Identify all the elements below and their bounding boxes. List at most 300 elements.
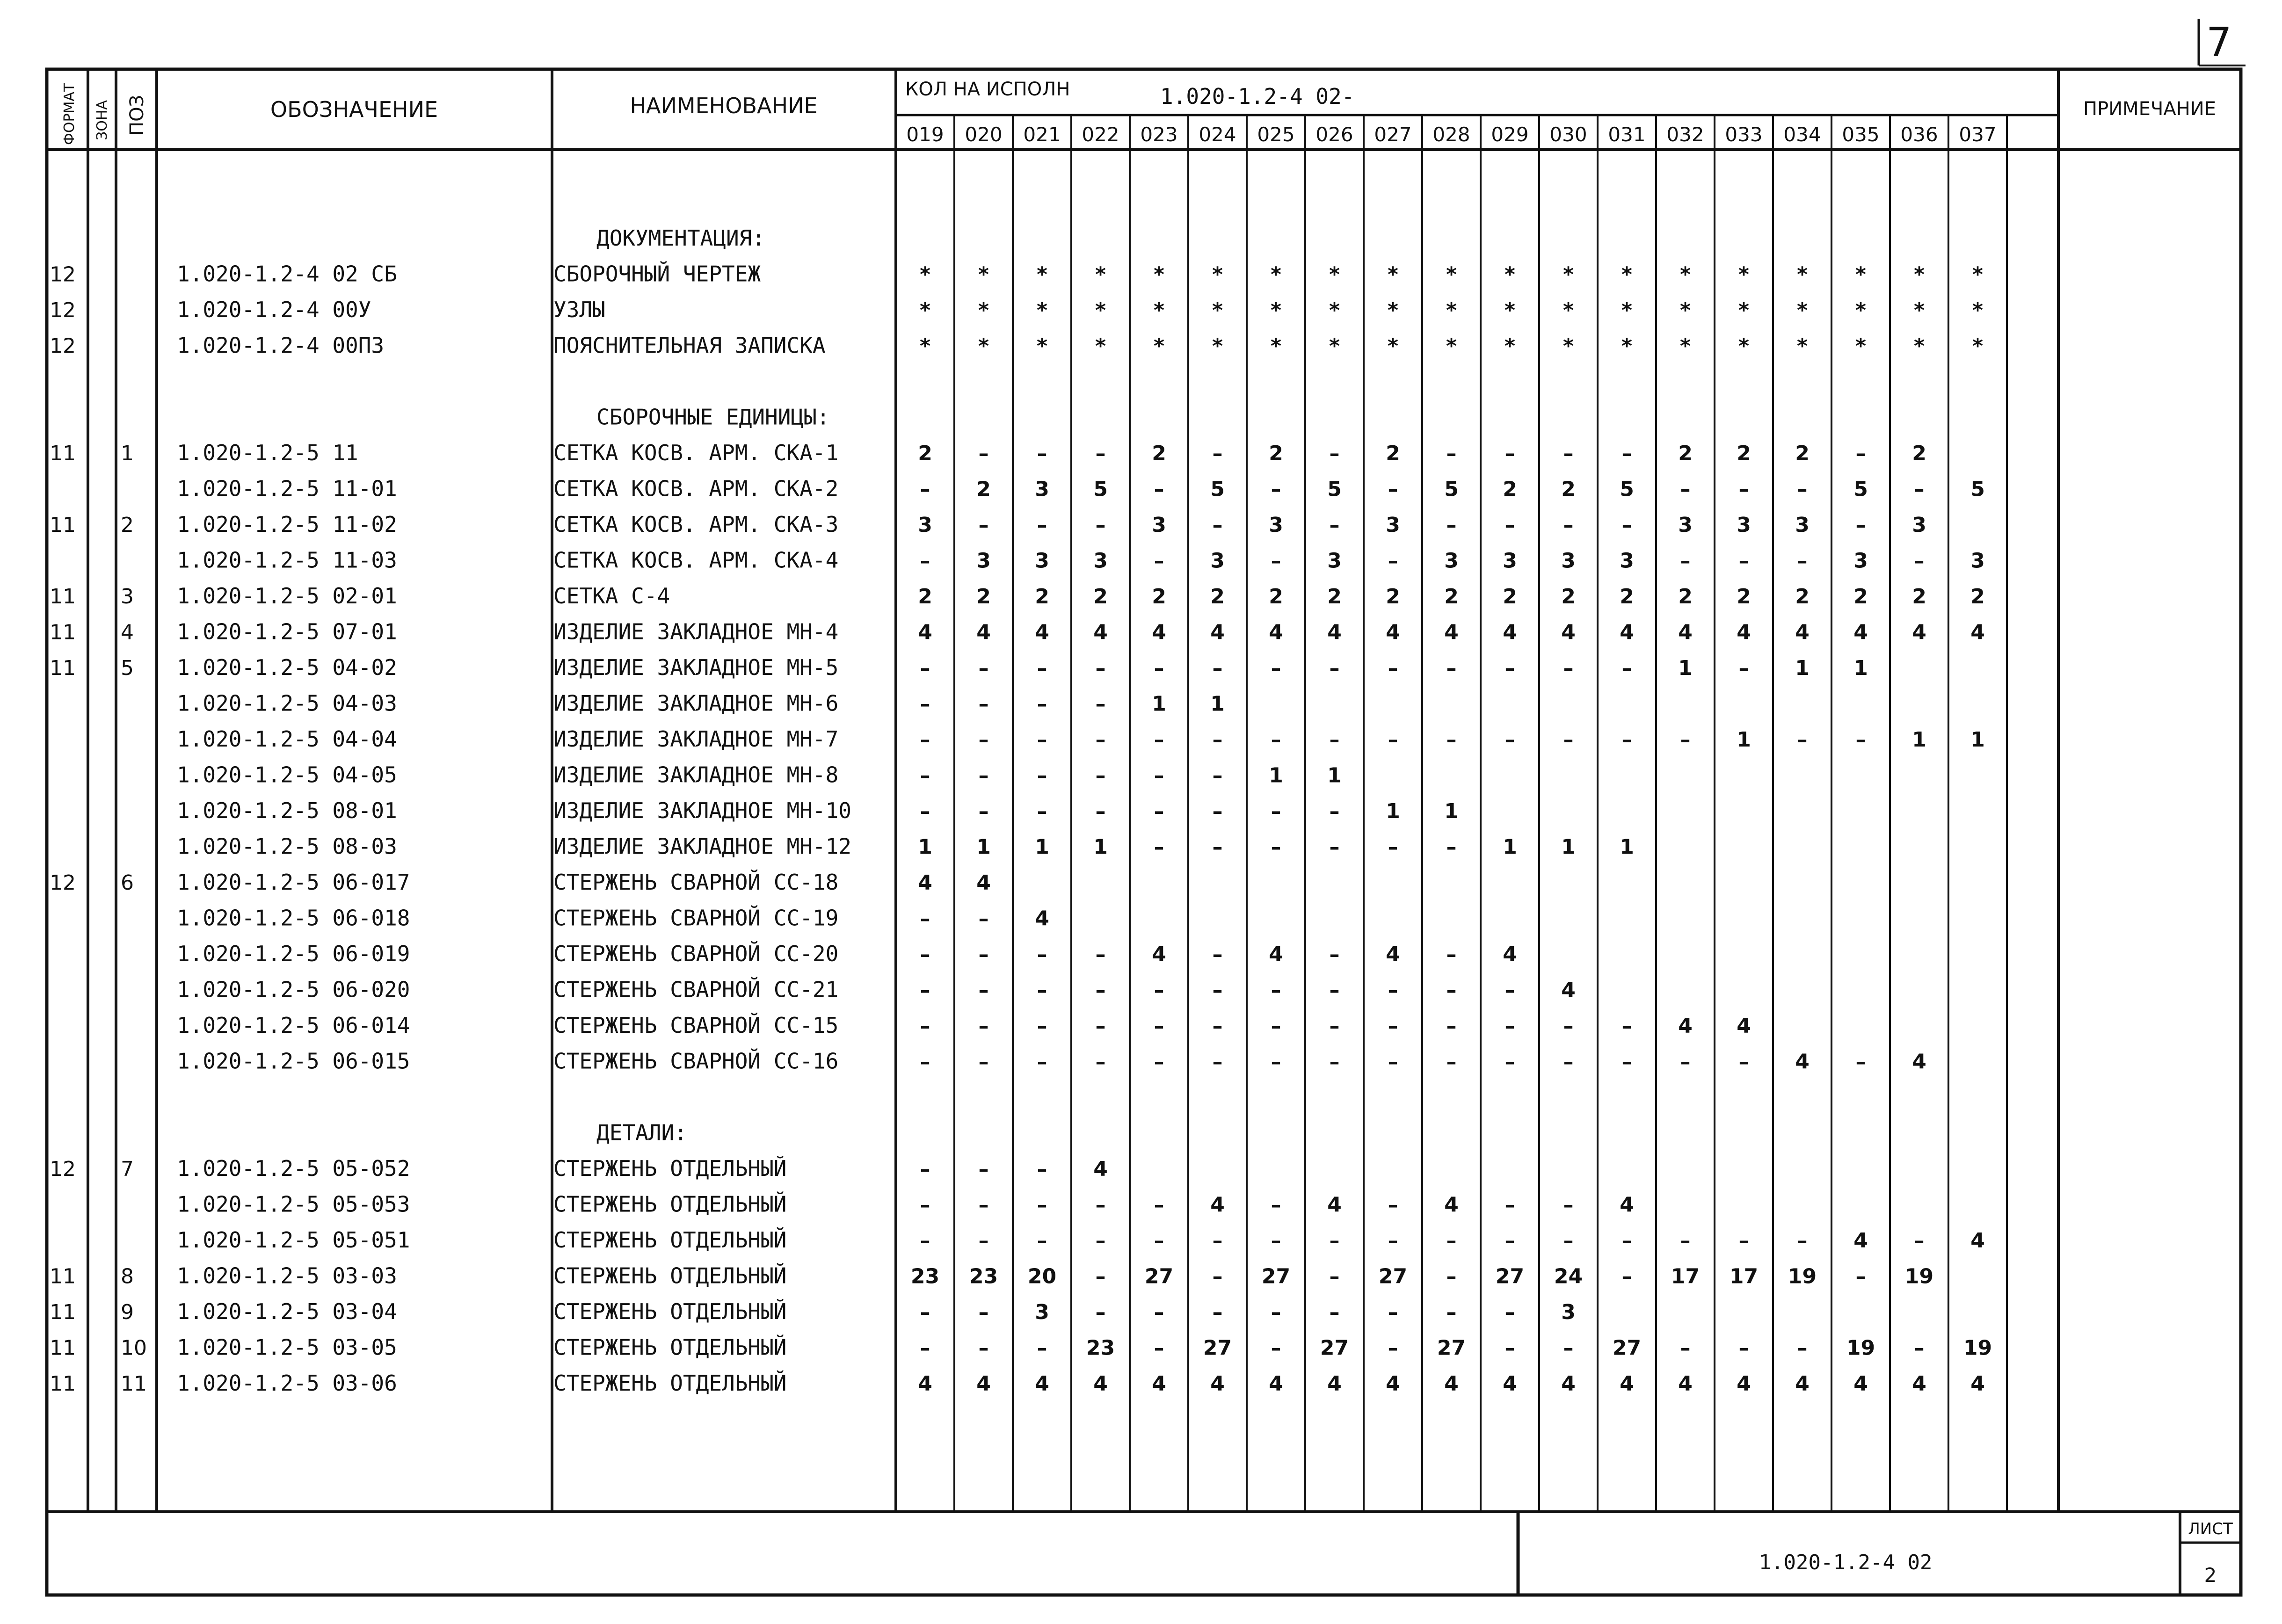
cell-qty-033: 4 <box>1737 1372 1751 1396</box>
cell-qty-020: – <box>978 656 989 680</box>
cell-qty-023: 27 <box>1144 1264 1174 1289</box>
cell-qty-031: * <box>1621 334 1633 358</box>
cell-qty-032: 1 <box>1678 656 1693 680</box>
cell-qty-029: * <box>1504 334 1516 358</box>
variant-header-019: 019 <box>906 123 944 146</box>
title-block-sheet-label: ЛИСТ <box>2188 1520 2233 1538</box>
cell-qty-024: – <box>1212 763 1223 788</box>
cell-qty-031: 2 <box>1620 585 1634 609</box>
cell-qty-020: 4 <box>976 871 991 895</box>
cell-qty-036: 4 <box>1912 1372 1926 1396</box>
cell-qty-022: – <box>1095 656 1106 680</box>
cell-name: СТЕРЖЕНЬ ОТДЕЛЬНЫЙ <box>553 1299 787 1324</box>
cell-qty-026: 27 <box>1320 1336 1349 1360</box>
cell-qty-033: – <box>1738 1336 1749 1360</box>
cell-qty-029: – <box>1504 656 1515 680</box>
table-row <box>177 1192 1634 1217</box>
title-block-sheet-number: 2 <box>2204 1564 2217 1587</box>
cell-qty-020: – <box>978 442 989 465</box>
cell-qty-026: 4 <box>1327 1372 1342 1396</box>
cell-qty-025: – <box>1271 549 1281 573</box>
cell-qty-032: 4 <box>1678 1372 1693 1396</box>
cell-qty-027: 3 <box>1386 513 1400 537</box>
cell-qty-027: * <box>1387 298 1399 322</box>
cell-qty-031: 4 <box>1620 620 1634 645</box>
header-name: НАИМЕНОВАНИЕ <box>630 93 818 118</box>
cell-qty-020: – <box>978 763 989 788</box>
cell-qty-020: 4 <box>976 620 991 645</box>
cell-qty-024: – <box>1212 799 1223 823</box>
cell-qty-024: – <box>1212 835 1223 859</box>
variant-header-034: 034 <box>1783 123 1821 146</box>
cell-pos: 2 <box>121 513 134 537</box>
cell-qty-029: 4 <box>1503 620 1517 645</box>
cell-designation: 1.020-1.2-5 08-01 <box>177 798 397 823</box>
cell-name: ИЗДЕЛИЕ ЗАКЛАДНОЕ МН-7 <box>553 726 839 752</box>
header-pos: ПОЗ <box>126 94 148 136</box>
cell-qty-032: 2 <box>1678 442 1693 465</box>
cell-qty-033: 17 <box>1729 1264 1759 1289</box>
cell-qty-022: 4 <box>1093 1372 1108 1396</box>
cell-qty-029: 4 <box>1503 1372 1517 1396</box>
cell-designation: 1.020-1.2-5 02-01 <box>177 583 397 609</box>
cell-qty-033: – <box>1738 1050 1749 1074</box>
cell-qty-020: – <box>978 906 989 931</box>
cell-qty-024: – <box>1212 978 1223 1002</box>
cell-qty-028: 4 <box>1444 1193 1459 1217</box>
cell-qty-031: – <box>1621 1050 1632 1074</box>
cell-designation: 1.020-1.2-5 06-017 <box>177 870 410 895</box>
section-heading: СБОРОЧНЫЕ ЕДИНИЦЫ: <box>596 404 830 430</box>
cell-qty-024: – <box>1212 1014 1223 1038</box>
cell-name: ИЗДЕЛИЕ ЗАКЛАДНОЕ МН-6 <box>553 690 839 716</box>
cell-qty-030: – <box>1563 513 1574 537</box>
cell-qty-027: – <box>1388 835 1398 859</box>
table-row <box>177 691 1225 716</box>
cell-qty-035: – <box>1855 1264 1866 1289</box>
cell-qty-025: 4 <box>1269 942 1283 966</box>
cell-qty-034: 4 <box>1795 1050 1810 1074</box>
cell-qty-024: 4 <box>1210 620 1225 645</box>
cell-designation: 1.020-1.2-5 05-052 <box>177 1156 410 1181</box>
cell-name: СТЕРЖЕНЬ СВАРНОЙ СС-18 <box>553 870 839 895</box>
table-row <box>596 225 765 251</box>
cell-name: СЕТКА КОСВ. АРМ. СКА-2 <box>553 476 839 501</box>
cell-qty-027: – <box>1388 1014 1398 1038</box>
table-row <box>177 762 1342 788</box>
cell-qty-033: 4 <box>1737 1014 1751 1038</box>
table-row <box>50 870 991 895</box>
cell-qty-020: – <box>978 978 989 1002</box>
sheet-corner-number: 7 <box>2206 19 2232 66</box>
cell-designation: 1.020-1.2-5 11-01 <box>177 476 397 501</box>
cell-qty-024: * <box>1212 262 1223 287</box>
cell-qty-023: – <box>1154 1300 1164 1324</box>
cell-name: СЕТКА КОСВ. АРМ. СКА-3 <box>553 512 839 537</box>
cell-qty-019: – <box>920 549 930 573</box>
variant-header-025: 025 <box>1257 123 1295 146</box>
cell-qty-027: * <box>1387 262 1399 287</box>
cell-qty-022: 1 <box>1093 835 1108 859</box>
cell-qty-029: – <box>1504 1300 1515 1324</box>
cell-qty-026: 2 <box>1327 585 1342 609</box>
cell-qty-028: 4 <box>1444 1372 1459 1396</box>
cell-qty-026: – <box>1329 978 1340 1002</box>
cell-qty-031: * <box>1621 298 1633 322</box>
cell-qty-021: 3 <box>1035 477 1049 501</box>
cell-qty-019: – <box>920 906 930 931</box>
cell-qty-021: – <box>1037 728 1047 752</box>
cell-qty-019: – <box>920 1014 930 1038</box>
cell-qty-022: * <box>1095 262 1106 287</box>
cell-qty-021: 4 <box>1035 1372 1049 1396</box>
cell-qty-028: 5 <box>1444 477 1459 501</box>
cell-qty-033: – <box>1738 477 1749 501</box>
cell-qty-036: 1 <box>1912 728 1926 752</box>
cell-qty-021: 4 <box>1035 620 1049 645</box>
cell-qty-028: * <box>1446 298 1457 322</box>
header-zone: ЗОНА <box>94 100 110 140</box>
cell-qty-032: * <box>1679 262 1691 287</box>
cell-designation: 1.020-1.2-5 06-018 <box>177 905 410 931</box>
cell-qty-033: 4 <box>1737 620 1751 645</box>
cell-qty-023: – <box>1154 1229 1164 1253</box>
cell-name: СТЕРЖЕНЬ ОТДЕЛЬНЫЙ <box>553 1156 787 1181</box>
cell-qty-032: 2 <box>1678 585 1693 609</box>
cell-qty-029: – <box>1504 1229 1515 1253</box>
cell-qty-034: 19 <box>1788 1264 1817 1289</box>
cell-qty-037: 2 <box>1970 585 1985 609</box>
cell-name: СТЕРЖЕНЬ СВАРНОЙ СС-21 <box>553 977 839 1002</box>
cell-qty-023: 2 <box>1152 585 1166 609</box>
cell-qty-028: 3 <box>1444 549 1459 573</box>
section-heading: ДОКУМЕНТАЦИЯ: <box>596 225 765 251</box>
cell-qty-020: 1 <box>976 835 991 859</box>
cell-designation: 1.020-1.2-5 07-01 <box>177 619 397 645</box>
cell-qty-024: 1 <box>1210 692 1225 716</box>
cell-qty-021: * <box>1036 298 1048 322</box>
variant-header-036: 036 <box>1900 123 1938 146</box>
cell-qty-034: – <box>1797 1336 1808 1360</box>
cell-qty-021: – <box>1037 692 1047 716</box>
cell-qty-033: * <box>1738 298 1750 322</box>
cell-qty-030: 3 <box>1561 549 1576 573</box>
cell-designation: 1.020-1.2-5 03-06 <box>177 1370 397 1396</box>
cell-qty-026: 4 <box>1327 1193 1342 1217</box>
cell-qty-019: – <box>920 1050 930 1074</box>
cell-qty-035: 1 <box>1853 656 1868 680</box>
cell-name: СЕТКА КОСВ. АРМ. СКА-1 <box>553 440 839 465</box>
cell-qty-034: * <box>1796 334 1808 358</box>
cell-qty-025: 27 <box>1261 1264 1291 1289</box>
cell-designation: 1.020-1.2-5 11-02 <box>177 512 397 537</box>
cell-qty-026: – <box>1329 1229 1340 1253</box>
cell-qty-029: * <box>1504 298 1516 322</box>
cell-qty-021: – <box>1037 1193 1047 1217</box>
cell-qty-024: 27 <box>1203 1336 1232 1360</box>
cell-designation: 1.020-1.2-5 04-05 <box>177 762 397 788</box>
cell-qty-020: – <box>978 942 989 966</box>
cell-qty-029: 4 <box>1503 942 1517 966</box>
cell-qty-030: 4 <box>1561 978 1576 1002</box>
variant-header-020: 020 <box>965 123 1003 146</box>
cell-qty-029: 1 <box>1503 835 1517 859</box>
cell-pos: 9 <box>121 1300 134 1324</box>
cell-format: 12 <box>50 334 76 358</box>
cell-format: 11 <box>50 1336 76 1360</box>
cell-qty-025: * <box>1270 262 1282 287</box>
cell-qty-030: * <box>1563 334 1574 358</box>
cell-qty-032: 17 <box>1671 1264 1700 1289</box>
cell-qty-020: 2 <box>976 477 991 501</box>
cell-qty-031: – <box>1621 656 1632 680</box>
cell-qty-030: – <box>1563 1229 1574 1253</box>
cell-qty-019: – <box>920 1229 930 1253</box>
cell-designation: 1.020-1.2-4 02 СБ <box>177 261 397 287</box>
cell-qty-032: – <box>1680 1336 1691 1360</box>
cell-qty-028: – <box>1446 1014 1457 1038</box>
cell-qty-035: – <box>1855 728 1866 752</box>
cell-name: СТЕРЖЕНЬ ОТДЕЛЬНЫЙ <box>553 1334 787 1360</box>
cell-designation: 1.020-1.2-5 05-051 <box>177 1227 410 1253</box>
cell-qty-031: 1 <box>1620 835 1634 859</box>
cell-qty-019: 4 <box>918 620 932 645</box>
cell-qty-023: * <box>1153 262 1165 287</box>
cell-qty-033: * <box>1738 262 1750 287</box>
cell-qty-025: * <box>1270 334 1282 358</box>
cell-qty-024: – <box>1212 1229 1223 1253</box>
cell-qty-035: 19 <box>1846 1336 1875 1360</box>
cell-designation: 1.020-1.2-4 00У <box>177 297 371 322</box>
cell-name: СТЕРЖЕНЬ ОТДЕЛЬНЫЙ <box>553 1191 787 1217</box>
cell-qty-025: 3 <box>1269 513 1283 537</box>
cell-qty-022: 23 <box>1086 1336 1115 1360</box>
cell-qty-023: * <box>1153 298 1165 322</box>
cell-qty-023: – <box>1154 656 1164 680</box>
variant-header-030: 030 <box>1549 123 1587 146</box>
cell-qty-023: – <box>1154 549 1164 573</box>
cell-qty-032: 4 <box>1678 620 1693 645</box>
cell-designation: 1.020-1.2-5 06-014 <box>177 1013 410 1038</box>
cell-qty-023: 3 <box>1152 513 1166 537</box>
header-qty: КОЛ НА ИСПОЛН <box>905 79 1070 100</box>
cell-qty-030: 2 <box>1561 477 1576 501</box>
cell-format: 12 <box>50 1157 76 1181</box>
cell-qty-026: – <box>1329 728 1340 752</box>
cell-qty-020: – <box>978 513 989 537</box>
cell-qty-024: * <box>1212 298 1223 322</box>
cell-qty-026: – <box>1329 835 1340 859</box>
cell-qty-022: 5 <box>1093 477 1108 501</box>
cell-designation: 1.020-1.2-5 04-04 <box>177 726 397 752</box>
cell-qty-021: 3 <box>1035 549 1049 573</box>
cell-qty-027: 2 <box>1386 585 1400 609</box>
cell-qty-036: 2 <box>1912 442 1926 465</box>
section-heading: ДЕТАЛИ: <box>596 1120 687 1146</box>
cell-qty-035: 5 <box>1853 477 1868 501</box>
cell-qty-022: – <box>1095 728 1106 752</box>
cell-qty-024: 5 <box>1210 477 1225 501</box>
cell-qty-028: – <box>1446 835 1457 859</box>
cell-qty-029: – <box>1504 442 1515 465</box>
table-row <box>177 941 1517 966</box>
cell-pos: 7 <box>121 1157 134 1181</box>
cell-designation: 1.020-1.2-5 06-019 <box>177 941 410 966</box>
cell-qty-028: 4 <box>1444 620 1459 645</box>
cell-qty-030: 3 <box>1561 1300 1576 1324</box>
cell-pos: 1 <box>121 442 134 465</box>
cell-qty-027: 4 <box>1386 1372 1400 1396</box>
cell-format: 11 <box>50 1264 76 1289</box>
cell-format: 11 <box>50 442 76 465</box>
cell-qty-025: – <box>1271 1050 1281 1074</box>
cell-name: ИЗДЕЛИЕ ЗАКЛАДНОЕ МН-8 <box>553 762 839 788</box>
cell-qty-034: – <box>1797 477 1808 501</box>
cell-qty-025: – <box>1271 1014 1281 1038</box>
cell-qty-019: – <box>920 1157 930 1181</box>
cell-qty-026: – <box>1329 1050 1340 1074</box>
cell-qty-023: – <box>1154 1193 1164 1217</box>
cell-qty-030: – <box>1563 656 1574 680</box>
variant-column-rules <box>954 115 2007 1512</box>
cell-qty-030: – <box>1563 1336 1574 1360</box>
variant-header-022: 022 <box>1082 123 1119 146</box>
table-row <box>177 1049 1926 1074</box>
cell-qty-021: * <box>1036 262 1048 287</box>
cell-qty-022: – <box>1095 692 1106 716</box>
cell-qty-037: 4 <box>1970 1229 1985 1253</box>
cell-qty-035: 4 <box>1853 620 1868 645</box>
cell-qty-031: 4 <box>1620 1372 1634 1396</box>
cell-qty-028: 27 <box>1437 1336 1466 1360</box>
cell-qty-032: – <box>1680 728 1691 752</box>
cell-qty-031: – <box>1621 442 1632 465</box>
cell-format: 11 <box>50 513 76 537</box>
cell-name: ИЗДЕЛИЕ ЗАКЛАДНОЕ МН-12 <box>553 834 851 859</box>
cell-qty-022: 3 <box>1093 549 1108 573</box>
cell-qty-027: 27 <box>1378 1264 1408 1289</box>
cell-name: ИЗДЕЛИЕ ЗАКЛАДНОЕ МН-5 <box>553 655 839 680</box>
cell-qty-023: 4 <box>1152 942 1166 966</box>
cell-qty-022: – <box>1095 1229 1106 1253</box>
variant-header-028: 028 <box>1432 123 1470 146</box>
cell-qty-019: 2 <box>918 585 932 609</box>
cell-qty-021: – <box>1037 1229 1047 1253</box>
table-row <box>50 619 1985 645</box>
cell-name: ИЗДЕЛИЕ ЗАКЛАДНОЕ МН-4 <box>553 619 839 645</box>
cell-qty-023: – <box>1154 1050 1164 1074</box>
cell-qty-021: 2 <box>1035 585 1049 609</box>
cell-qty-030: 4 <box>1561 620 1576 645</box>
cell-qty-026: 1 <box>1327 763 1342 788</box>
variant-header-031: 031 <box>1608 123 1646 146</box>
cell-name: СЕТКА С-4 <box>553 583 670 609</box>
cell-qty-028: * <box>1446 262 1457 287</box>
cell-qty-028: – <box>1446 1050 1457 1074</box>
cell-qty-026: – <box>1329 942 1340 966</box>
cell-qty-020: – <box>978 1014 989 1038</box>
cell-qty-036: – <box>1914 1229 1925 1253</box>
cell-designation: 1.020-1.2-5 08-03 <box>177 834 397 859</box>
cell-name: СТЕРЖЕНЬ СВАРНОЙ СС-20 <box>553 941 839 966</box>
cell-qty-030: 2 <box>1561 585 1576 609</box>
cell-qty-037: * <box>1972 334 1984 358</box>
cell-format: 11 <box>50 585 76 609</box>
cell-pos: 5 <box>121 656 134 680</box>
cell-qty-035: * <box>1855 334 1867 358</box>
cell-qty-037: 5 <box>1970 477 1985 501</box>
cell-qty-028: – <box>1446 1229 1457 1253</box>
cell-name: СТЕРЖЕНЬ ОТДЕЛЬНЫЙ <box>553 1227 787 1253</box>
cell-qty-036: – <box>1914 549 1925 573</box>
cell-qty-037: 4 <box>1970 1372 1985 1396</box>
cell-qty-024: * <box>1212 334 1223 358</box>
cell-qty-034: 2 <box>1795 585 1810 609</box>
cell-qty-030: – <box>1563 728 1574 752</box>
cell-qty-020: – <box>978 728 989 752</box>
cell-qty-023: – <box>1154 799 1164 823</box>
cell-qty-030: – <box>1563 1193 1574 1217</box>
outer-frame <box>47 69 2241 1595</box>
cell-qty-021: – <box>1037 799 1047 823</box>
table-row <box>177 1013 1751 1038</box>
cell-qty-034: * <box>1796 262 1808 287</box>
cell-designation: 1.020-1.2-5 04-02 <box>177 655 397 680</box>
cell-format: 12 <box>50 262 76 287</box>
cell-qty-022: – <box>1095 799 1106 823</box>
cell-qty-021: 3 <box>1035 1300 1049 1324</box>
cell-qty-033: 2 <box>1737 442 1751 465</box>
cell-qty-022: – <box>1095 513 1106 537</box>
cell-qty-021: 4 <box>1035 906 1049 931</box>
cell-qty-021: – <box>1037 1050 1047 1074</box>
cell-qty-032: 4 <box>1678 1014 1693 1038</box>
title-block-document: 1.020-1.2-4 02 <box>1759 1551 1933 1574</box>
cell-qty-022: – <box>1095 1193 1106 1217</box>
cell-qty-024: 2 <box>1210 585 1225 609</box>
cell-qty-025: * <box>1270 298 1282 322</box>
cell-qty-025: 2 <box>1269 585 1283 609</box>
table-row <box>50 333 1983 358</box>
cell-qty-020: – <box>978 1193 989 1217</box>
cell-qty-035: * <box>1855 262 1867 287</box>
cell-qty-024: – <box>1212 656 1223 680</box>
cell-qty-031: 3 <box>1620 549 1634 573</box>
cell-format: 12 <box>50 298 76 322</box>
cell-designation: 1.020-1.2-5 04-03 <box>177 690 397 716</box>
cell-qty-031: – <box>1621 513 1632 537</box>
cell-pos: 8 <box>121 1264 134 1289</box>
cell-qty-031: – <box>1621 728 1632 752</box>
cell-qty-034: * <box>1796 298 1808 322</box>
cell-qty-036: * <box>1913 262 1925 287</box>
cell-qty-019: 1 <box>918 835 932 859</box>
cell-qty-035: – <box>1855 513 1866 537</box>
cell-qty-021: – <box>1037 442 1047 465</box>
cell-qty-019: 4 <box>918 1372 932 1396</box>
cell-designation: 1.020-1.2-4 00ПЗ <box>177 333 385 358</box>
cell-qty-026: * <box>1329 334 1340 358</box>
cell-qty-025: – <box>1271 1229 1281 1253</box>
cell-qty-036: – <box>1914 1336 1925 1360</box>
cell-qty-023: – <box>1154 835 1164 859</box>
cell-qty-020: 4 <box>976 1372 991 1396</box>
cell-qty-019: 4 <box>918 871 932 895</box>
variant-header-027: 027 <box>1374 123 1412 146</box>
cell-qty-027: – <box>1388 549 1398 573</box>
cell-qty-020: – <box>978 1229 989 1253</box>
cell-qty-036: 19 <box>1904 1264 1934 1289</box>
